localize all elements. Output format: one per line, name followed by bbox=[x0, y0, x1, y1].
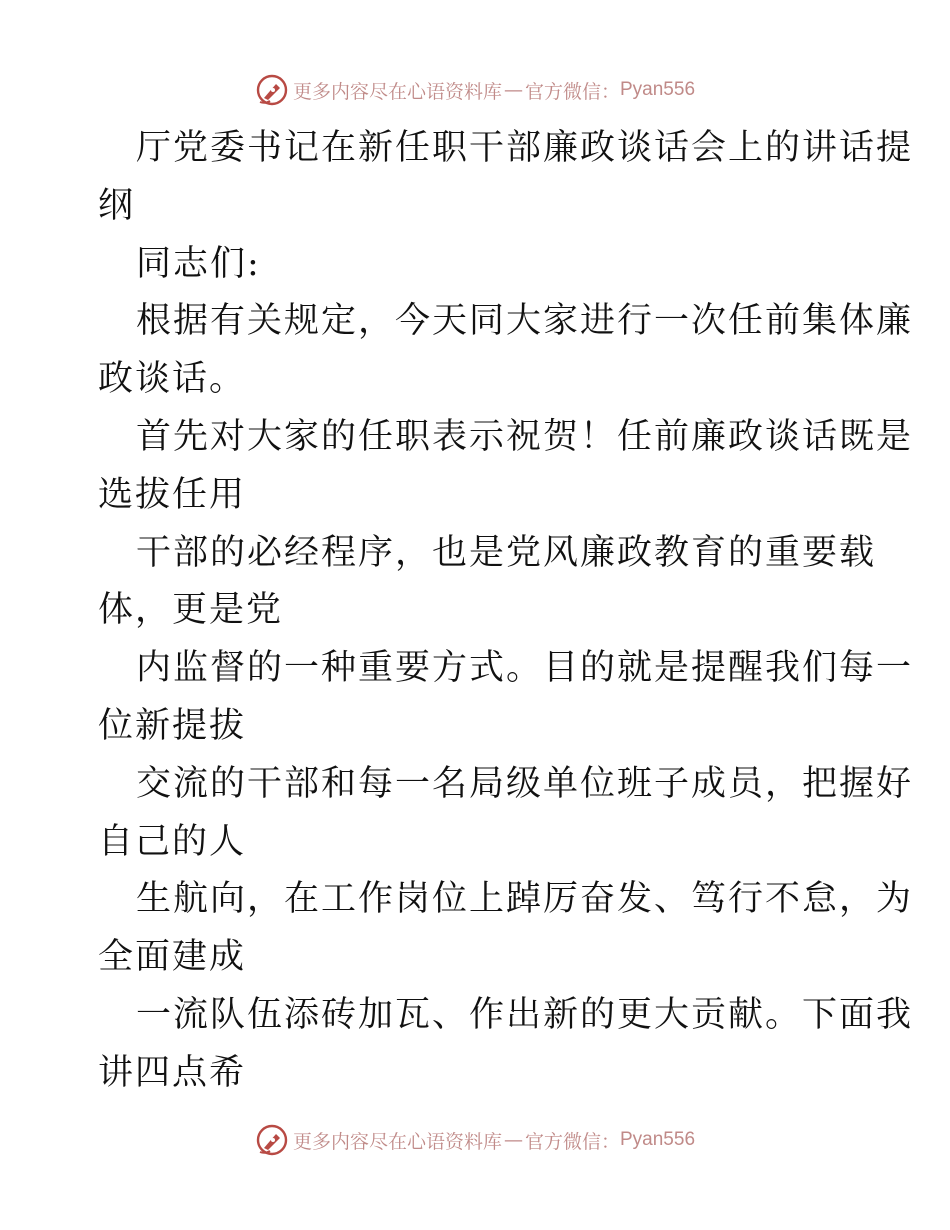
watermark-banner-top bbox=[0, 72, 950, 108]
document-line: 首先对大家的任职表示祝贺！任前廉政谈话既是 bbox=[136, 416, 914, 457]
watermark-text: 更多内容尽在心语资料库 bbox=[292, 80, 502, 103]
document-line: 一流队伍添砖加瓦、作出新的更大贡献。下面我 bbox=[136, 994, 914, 1035]
document-line: 体，更是党 bbox=[98, 590, 284, 631]
document-line: 全面建成 bbox=[98, 937, 247, 978]
document-line: 内监督的一种重要方式。目的就是提醒我们每一 bbox=[136, 648, 914, 689]
watermark-separator: — bbox=[503, 1129, 523, 1151]
watermark-text: 更多内容尽在心语资料库 bbox=[292, 1130, 502, 1153]
watermark-wechat-id: Pyan556 bbox=[620, 79, 696, 100]
document-line: 纲 bbox=[98, 185, 136, 226]
document-body bbox=[98, 120, 914, 1103]
document-line: 同志们: bbox=[136, 243, 261, 284]
document-line: 政谈话。 bbox=[98, 359, 247, 400]
watermark-wechat-label: 官方微信： bbox=[524, 80, 620, 103]
document-line: 交流的干部和每一名局级单位班子成员，把握好 bbox=[136, 763, 914, 804]
document-line: 根据有关规定，今天同大家进行一次任前集体廉 bbox=[136, 301, 914, 342]
document-line: 选拔任用 bbox=[98, 474, 247, 515]
document-line: 自己的人 bbox=[98, 821, 247, 862]
document-line: 位新提拔 bbox=[98, 705, 247, 746]
watermark-wechat-id: Pyan556 bbox=[620, 1129, 696, 1150]
document-line: 厅党委书记在新任职干部廉政谈话会上的讲话提 bbox=[136, 128, 914, 168]
pen-nib-logo-icon bbox=[255, 73, 289, 107]
document-line: 讲四点希 bbox=[98, 1052, 247, 1093]
watermark-wechat-label: 官方微信： bbox=[524, 1130, 620, 1153]
document-line: 干部的必经程序，也是党风廉政教育的重要载 bbox=[136, 532, 877, 573]
pen-nib-logo-icon bbox=[255, 1123, 289, 1157]
watermark-banner-bottom bbox=[0, 1122, 950, 1158]
document-line: 生航向，在工作岗位上踔厉奋发、笃行不怠，为 bbox=[136, 879, 914, 920]
watermark-separator: — bbox=[503, 79, 523, 101]
